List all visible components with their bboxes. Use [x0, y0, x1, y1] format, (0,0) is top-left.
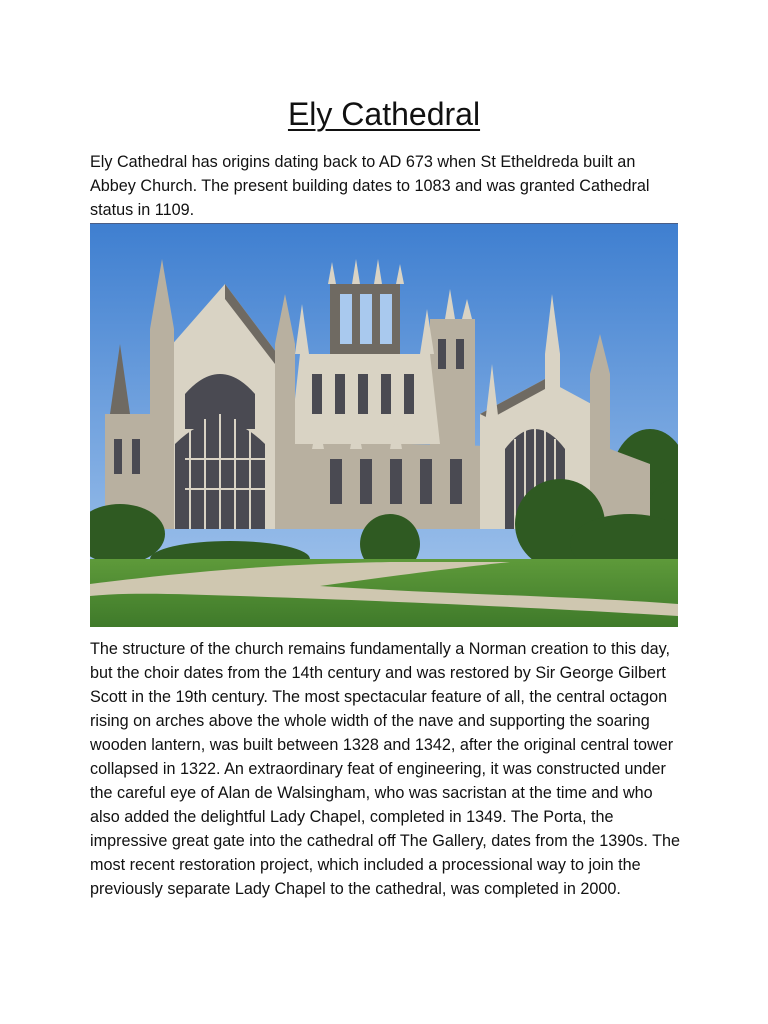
intro-paragraph: Ely Cathedral has origins dating back to AD 673 when St Etheldreda built an Abbey Church. The present building dates to 1083 and was granted Cathedral status in 1109.: [90, 153, 650, 219]
cathedral-photo: [90, 223, 678, 627]
body-paragraph: The structure of the church remains fundamentally a Norman creation to this day, but the choir dates from the 14th century and was restored by Sir George Gilbert Scott in the 19th century. The most spectacular feature of all, the central octagon rising on arches above the whole width of the nave and supporting the soaring wooden lantern, was built between 1328 and 1342, after the original central tower collapsed in 1322. An extraordinary feat of engineering, it was constructed under the careful eye of Alan de Walsingham, who was sacristan at the time and who also added the delightful Lady Chapel, completed in 1349. The Porta, the impressive great gate into the cathedral off The Gallery, dates from the 1390s. The most recent restoration project, which included a processional way to join the previously separate Lady Chapel to the cathedral, was completed in 2000.: [90, 640, 680, 898]
cathedral-illustration: [90, 224, 678, 627]
page-title: Ely Cathedral: [287, 96, 481, 132]
